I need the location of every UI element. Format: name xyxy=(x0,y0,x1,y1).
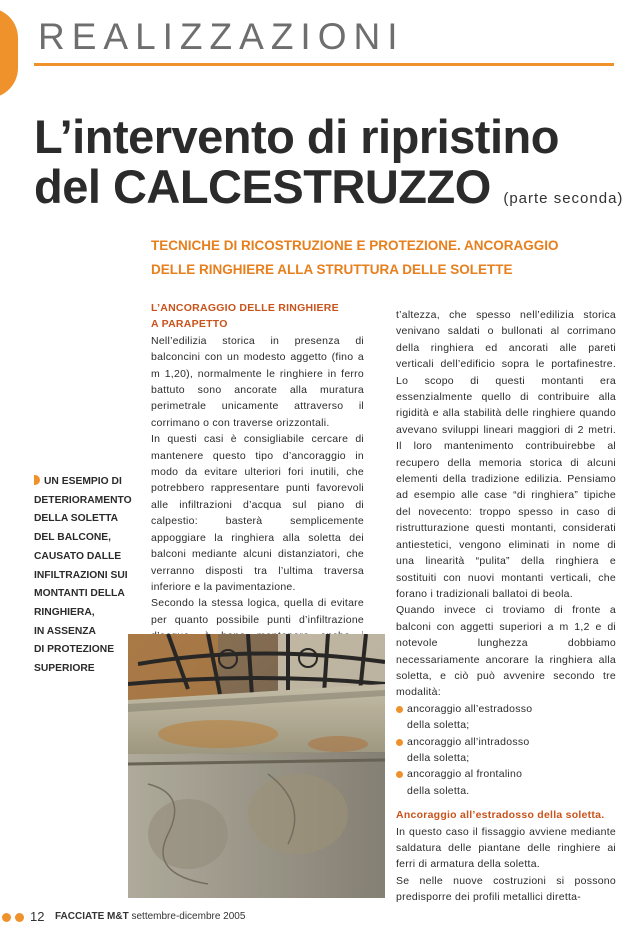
balcony-photo-drawing xyxy=(128,634,385,898)
list-item-line: ancoraggio all’intradosso xyxy=(407,735,530,748)
paragraph: In questi casi è consigliabile cercare di mantenere questo tipo d’ancoraggio in modo da evitare ulteriori fori inutili, che potrebbero rappresentare punti favorevoli alle infiltrazioni d’acqua sul piano di calpestio: basterà semplicemente appoggiare la ringhiera alla soletta dei balconi mediante alcuni distanziatori, che verranno disposti tra l’ultima traversa inferiore e la pavimentazione. xyxy=(151,433,364,593)
bullet-dot-icon xyxy=(396,706,403,713)
section-heading: Ancoraggio all’estradosso della soletta. xyxy=(396,809,605,822)
balcony-photo xyxy=(128,634,385,898)
paragraph: In questo caso il fissaggio avviene mediante saldatura delle piantane delle ringhiere ai ferri di armatura della soletta. xyxy=(396,825,616,871)
caption-line: INFILTRAZIONI SUI xyxy=(34,569,128,581)
list-item-line: della soletta. xyxy=(407,784,470,797)
caption-line: DI PROTEZIONE xyxy=(34,644,115,656)
paragraph: Nell’edilizia storica in presenza di balconcini con un modesto aggetto (fino a m 1,20), normalmente le ringhiere in ferro battuto sono ancorate alla muratura perimetrale unicamente attraverso il corrimano o con traverse orizzontali. xyxy=(151,334,364,429)
list-item-line: della soletta; xyxy=(407,719,470,732)
section-label: REALIZZAZIONI xyxy=(38,16,405,57)
page-number: 12 xyxy=(30,909,45,924)
paragraph: Se nelle nuove costruzioni si possono predisporre dei profili metallici diretta- xyxy=(396,874,616,904)
list-item xyxy=(396,766,616,799)
caption-line: DEL BALCONE, xyxy=(34,532,112,544)
paragraph: Secondo la stessa logica, quella di evitare per quanto possibile punti d’infiltrazione xyxy=(151,597,364,626)
caption-line: DELLA SOLETTA xyxy=(34,513,119,525)
column-heading xyxy=(151,300,364,333)
bullet-dot-icon xyxy=(396,771,403,778)
page-footer xyxy=(0,909,638,927)
paragraph: t’altezza, che spesso nell’edilizia storica venivano saldati o bullonati al corrimano della ringhiera ed ancorati alle pareti verticali dell’edificio sopra le portafinestre. Lo scopo di questi montanti era essenzialmente quello di contribuire alla rigidità e alla stabilità delle ringhiere quando avevano sviluppi lineari maggiori di 2 metri. Il loro mantenimento contribuirebbe al recupero della memoria storica di alcuni elementi della tradizione edilizia. Pensiamo ad esempio alle case “di ringhiera” tipiche del novecento: troppo spesso in caso di ristrutturazione questi montanti, considerati antiestetici, vengono eliminati in nome di una linearità “pulita” della ringhiera e sostituiti con nuovi montanti verticali, che forano i tradizionali ballatoi di beola. xyxy=(396,309,616,600)
article-subtitle xyxy=(151,234,611,282)
section-tab-mark xyxy=(0,8,18,98)
caption-marker-icon xyxy=(34,475,40,485)
list-item-line: ancoraggio al frontalino xyxy=(407,768,523,781)
column-heading-line-1: L’ANCORAGGIO DELLE RINGHIERE xyxy=(151,302,339,314)
list-item-line: ancoraggio all’estradosso xyxy=(407,702,533,715)
list-item xyxy=(396,701,616,734)
footer-dot-icon xyxy=(15,913,24,922)
issue-date: settembre-dicembre 2005 xyxy=(131,911,246,922)
caption-line: UN ESEMPIO DI xyxy=(44,476,122,487)
caption-line: SUPERIORE xyxy=(34,663,95,675)
list-item-line: della soletta; xyxy=(407,751,470,764)
paragraph: Quando invece ci troviamo di fronte a balconi con aggetti superiori a m 1,2 e di notevole lunghezza dobbiamo necessariamente ancorare la ringhiera alla soletta, e ciò può avvenire secondo tre modalità: xyxy=(396,604,616,699)
footer-dot-icon xyxy=(2,913,11,922)
title-part: (parte seconda) xyxy=(503,190,624,207)
magazine-name: FACCIATE M&T xyxy=(55,911,129,922)
subtitle-line-2: DELLE RINGHIERE ALLA STRUTTURA DELLE SOLETTE xyxy=(151,262,513,277)
subtitle-line-1: TECNICHE DI RICOSTRUZIONE E PROTEZIONE. ANCORAGGIO xyxy=(151,238,559,253)
caption-line: MONTANTI DELLA xyxy=(34,588,125,600)
anchoring-list xyxy=(396,701,616,799)
article-title xyxy=(34,112,634,224)
text-column-1 xyxy=(151,300,364,661)
title-line-2: del CALCESTRUZZO xyxy=(34,160,491,213)
bullet-dot-icon xyxy=(396,739,403,746)
caption-line: IN ASSENZA xyxy=(34,625,96,637)
list-item xyxy=(396,734,616,767)
spacer xyxy=(396,799,616,807)
header-rule xyxy=(34,63,614,66)
text-column-2 xyxy=(396,307,616,906)
caption-line: CAUSATO DALLE xyxy=(34,550,122,562)
title-line-1: L’intervento di ripristino xyxy=(34,110,559,163)
footer-magazine-info xyxy=(55,911,245,922)
column-heading-line-2: A PARAPETTO xyxy=(151,318,228,331)
caption-line: DETERIORAMENTO xyxy=(34,494,132,506)
caption-line: RINGHIERA, xyxy=(34,606,95,618)
